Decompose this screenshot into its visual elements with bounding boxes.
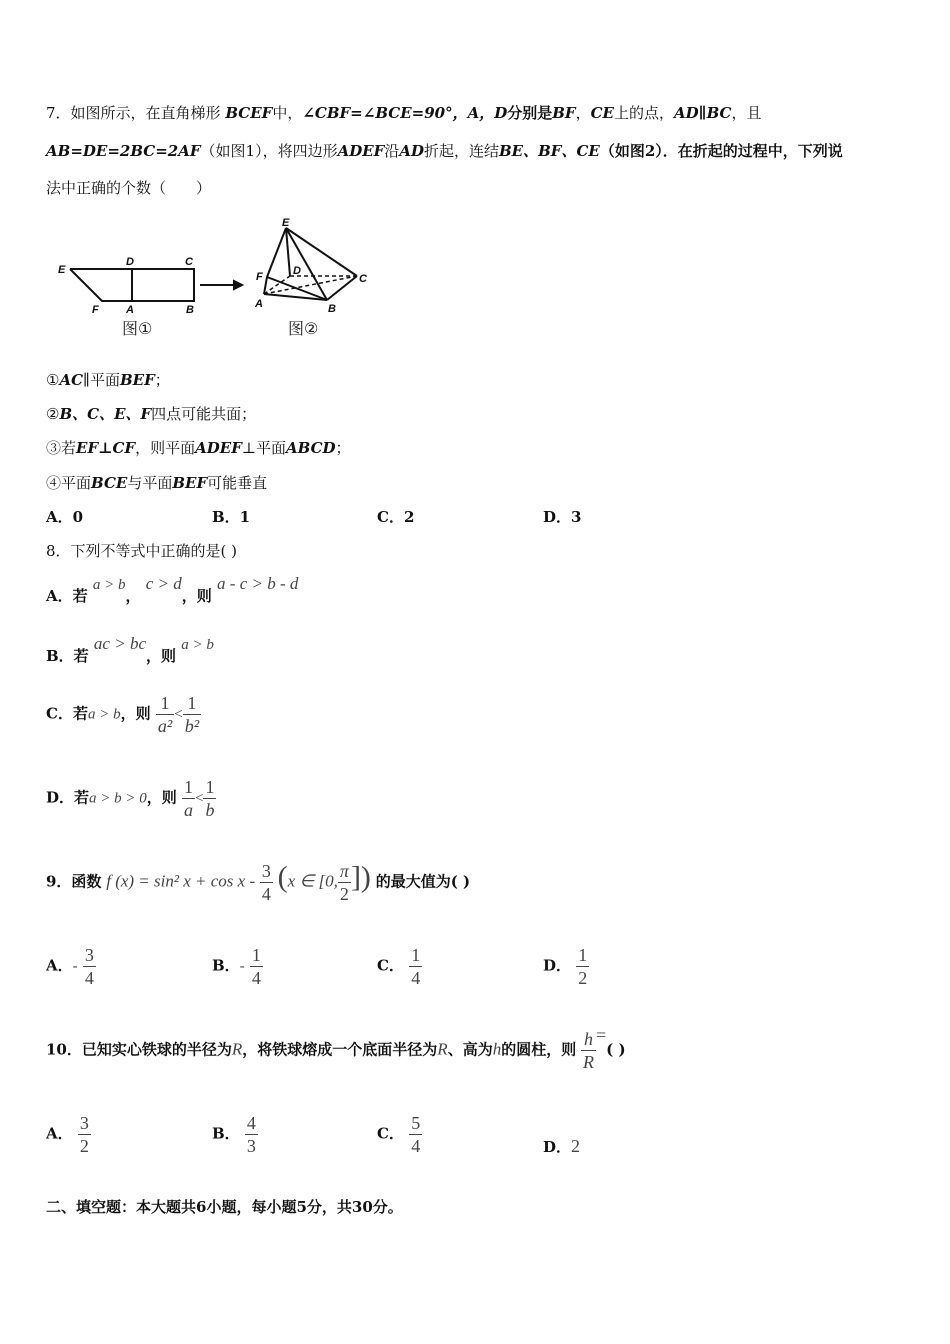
q7-figure	[52, 212, 382, 342]
fig2-label-f: F	[256, 271, 263, 283]
q7-option-c: C．2	[377, 508, 415, 526]
q8-c-frac-2: $\frac{1}{\text{b²}}$	[184, 693, 200, 736]
q7-statement-4: ④平面BCE与平面BEF可能垂直	[46, 474, 268, 492]
fig2-ef	[267, 228, 286, 277]
q8-option-d: D．若a > b > 0，则 $\frac{1}{a}$ < $\frac{1}{b}$	[46, 777, 215, 820]
q10-option-a: A． $\frac{3}{2}$	[46, 1113, 89, 1156]
q7-option-b: B．1	[212, 508, 251, 526]
q8-stem: 8．下列不等式中正确的是( )	[46, 542, 238, 560]
q7-statement-2: ②B、C、E、F四点可能共面；	[46, 405, 257, 423]
q10-frac-h-r: $\frac{h}{R}$	[583, 1029, 594, 1072]
fig1-caption: 图①	[122, 319, 153, 338]
q7-statement-1: ①AC∥平面BEF；	[46, 371, 170, 389]
fig1-label-b: B	[186, 304, 194, 316]
fig2-label-b: B	[328, 303, 336, 315]
fig2-label-c: C	[359, 273, 367, 285]
q10-stem: 10．已知实心铁球的半径为R，将铁球熔成一个底面半径为R、高为h的圆柱，则 $\frac{h}{R}$ =( )	[46, 1024, 626, 1072]
fig2-label-d: D	[293, 265, 301, 277]
q7-line1: 7．如图所示，在直角梯形 BCEF中，∠CBF=∠BCE=90°，A，D分别是BF，CE上的点，AD∥BC，且	[46, 104, 762, 122]
fig1-label-c: C	[185, 256, 193, 268]
fig1-label-f: F	[92, 304, 99, 316]
q7-line2: AB=DE=2BC=2AF（如图1），将四边形ADEF沿AD折起，连结BE、BF、CE（如图2）．在折起的过程中，下列说	[46, 142, 843, 160]
q8-option-c: C．若a > b，则 $\frac{1}{\text{a²}}$ < $\frac{1}{\text{b²}}$	[46, 693, 200, 736]
q7-line3: 法中正确的个数（ ）	[46, 179, 212, 197]
q9-frac-3-4: $\frac{3}{4}$	[261, 861, 271, 904]
fig2-caption: 图②	[288, 319, 319, 338]
fig2-label-a: A	[255, 298, 263, 310]
fig1-label-a: A	[126, 304, 134, 316]
q8-d-frac-1: $\frac{1}{a}$	[184, 777, 194, 820]
q10-option-d: D．2	[543, 1136, 581, 1156]
q9-option-a: A．- $\frac{3}{4}$	[46, 945, 94, 988]
q7-option-d: D．3	[543, 508, 582, 526]
q8-option-a: A．若 a > b， c > d，则 a - c > b - d	[46, 574, 299, 605]
q9-option-b: B．- $\frac{1}{4}$	[212, 945, 261, 988]
q8-c-frac-1: $\frac{1}{\text{a²}}$	[157, 693, 173, 736]
fig1-label-e: E	[58, 264, 66, 276]
fig1-arrow-head	[234, 281, 242, 289]
q7-option-a: A．0	[46, 508, 84, 526]
q9-frac-pi-2: $\frac{\pi}{2}$	[339, 861, 349, 904]
section-2-heading: 二、填空题：本大题共6小题，每小题5分，共30分。	[46, 1198, 403, 1216]
q9-option-c: C． $\frac{1}{4}$	[377, 945, 421, 988]
q8-option-b: B．若 ac > bc，则 a > b	[46, 634, 214, 665]
q7-statement-3: ③若EF⊥CF，则平面ADEF⊥平面ABCD；	[46, 439, 351, 457]
q9-stem: 9．函数 f (x) = sin² x + cos x - $\frac{3}{4}$ (x ∈ [0, $\frac{\pi}{2}$ ]) 的最大值为( )	[46, 860, 471, 904]
fig1-label-d: D	[126, 256, 134, 268]
q8-d-frac-2: $\frac{1}{b}$	[205, 777, 215, 820]
q10-option-b: B． $\frac{4}{3}$	[212, 1113, 256, 1156]
q9-option-d: D． $\frac{1}{2}$	[543, 945, 588, 988]
q10-option-c: C． $\frac{5}{4}$	[377, 1113, 421, 1156]
fig2-label-e: E	[282, 217, 290, 229]
